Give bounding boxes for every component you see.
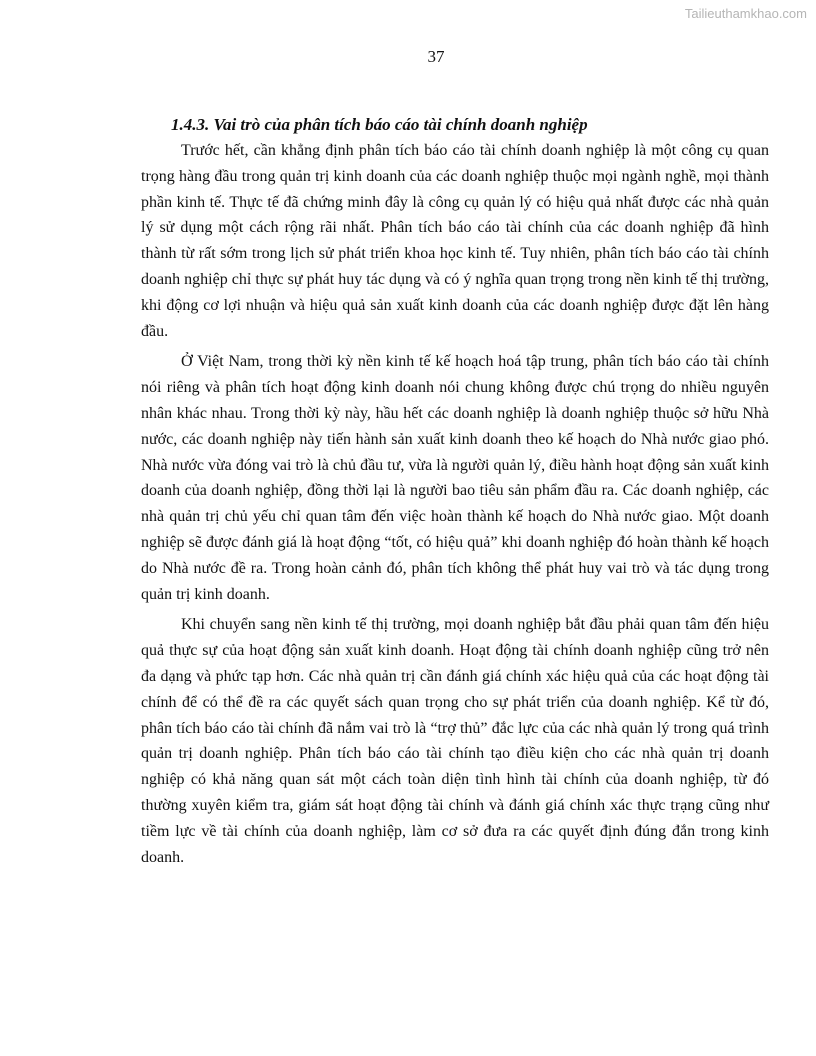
- paragraph-3: Khi chuyển sang nền kinh tế thị trường, mọi doanh nghiệp bắt đầu phải quan tâm đến hiệu quả thực sự của hoạt động sản xuất kinh doanh. Hoạt động tài chính doanh nghiệp cũng trở nên đa dạng và phức tạp hơn. Các nhà quản trị cần đánh giá chính xác hiệu quả của các hoạt động tài chính để có thể đề ra các quyết sách quan trọng cho sự phát triển của doanh nghiệp. Kể từ đó, phân tích báo cáo tài chính đã nắm vai trò là “trợ thủ” đắc lực của các nhà quản lý trong quá trình quản trị doanh nghiệp. Phân tích báo cáo tài chính tạo điều kiện cho các nhà quản trị doanh nghiệp có khả năng quan sát một cách toàn diện tình hình tài chính của doanh nghiệp, từ đó thường xuyên kiểm tra, giám sát hoạt động tài chính và đánh giá chính xác thực trạng cũng như tiềm lực về tài chính của doanh nghiệp, làm cơ sở đưa ra các quyết định đúng đắn trong kinh doanh.: [141, 616, 769, 866]
- document-body: [141, 112, 769, 870]
- paragraph-2: Ở Việt Nam, trong thời kỳ nền kinh tế kế hoạch hoá tập trung, phân tích báo cáo tài chính nói riêng và phân tích hoạt động kinh doanh nói chung không được chú trọng do nhiều nguyên nhân khác nhau. Trong thời kỳ này, hầu hết các doanh nghiệp là doanh nghiệp thuộc sở hữu Nhà nước, các doanh nghiệp này tiến hành sản xuất kinh doanh theo kế hoạch do Nhà nước giao phó. Nhà nước vừa đóng vai trò là chủ đầu tư, vừa là người quản lý, điều hành hoạt động sản xuất kinh doanh của doanh nghiệp, đồng thời lại là người bao tiêu sản phẩm đầu ra. Các doanh nghiệp, các nhà quản trị chủ yếu chỉ quan tâm đến việc hoàn thành kế hoạch do Nhà nước giao. Một doanh nghiệp sẽ được đánh giá là hoạt động “tốt, có hiệu quả” khi doanh nghiệp đó hoàn thành kế hoạch do Nhà nước đề ra. Trong hoàn cảnh đó, phân tích không thể phát huy vai trò và tác dụng trong quản trị kinh doanh.: [141, 353, 769, 603]
- section-heading: 1.4.3. Vai trò của phân tích báo cáo tài chính doanh nghiệp: [171, 115, 588, 134]
- watermark: Tailieuthamkhao.com: [684, 6, 807, 21]
- page-number: 37: [427, 47, 445, 66]
- paragraph-1: Trước hết, cần khẳng định phân tích báo cáo tài chính doanh nghiệp là một công cụ quan trọng hàng đầu trong quản trị kinh doanh của các doanh nghiệp thuộc mọi ngành nghề, mọi thành phần kinh tế. Thực tế đã chứng minh đây là công cụ quản lý có hiệu quả nhất được các nhà quản lý sử dụng một cách rộng rãi nhất. Phân tích báo cáo tài chính của các doanh nghiệp đã hình thành từ rất sớm trong lịch sử phát triển khoa học kinh tế. Tuy nhiên, phân tích báo cáo tài chính doanh nghiệp chỉ thực sự phát huy tác dụng và có ý nghĩa quan trọng trong nền kinh tế thị trường, khi động cơ lợi nhuận và hiệu quả sản xuất kinh doanh của các doanh nghiệp được đặt lên hàng đầu.: [141, 142, 769, 340]
